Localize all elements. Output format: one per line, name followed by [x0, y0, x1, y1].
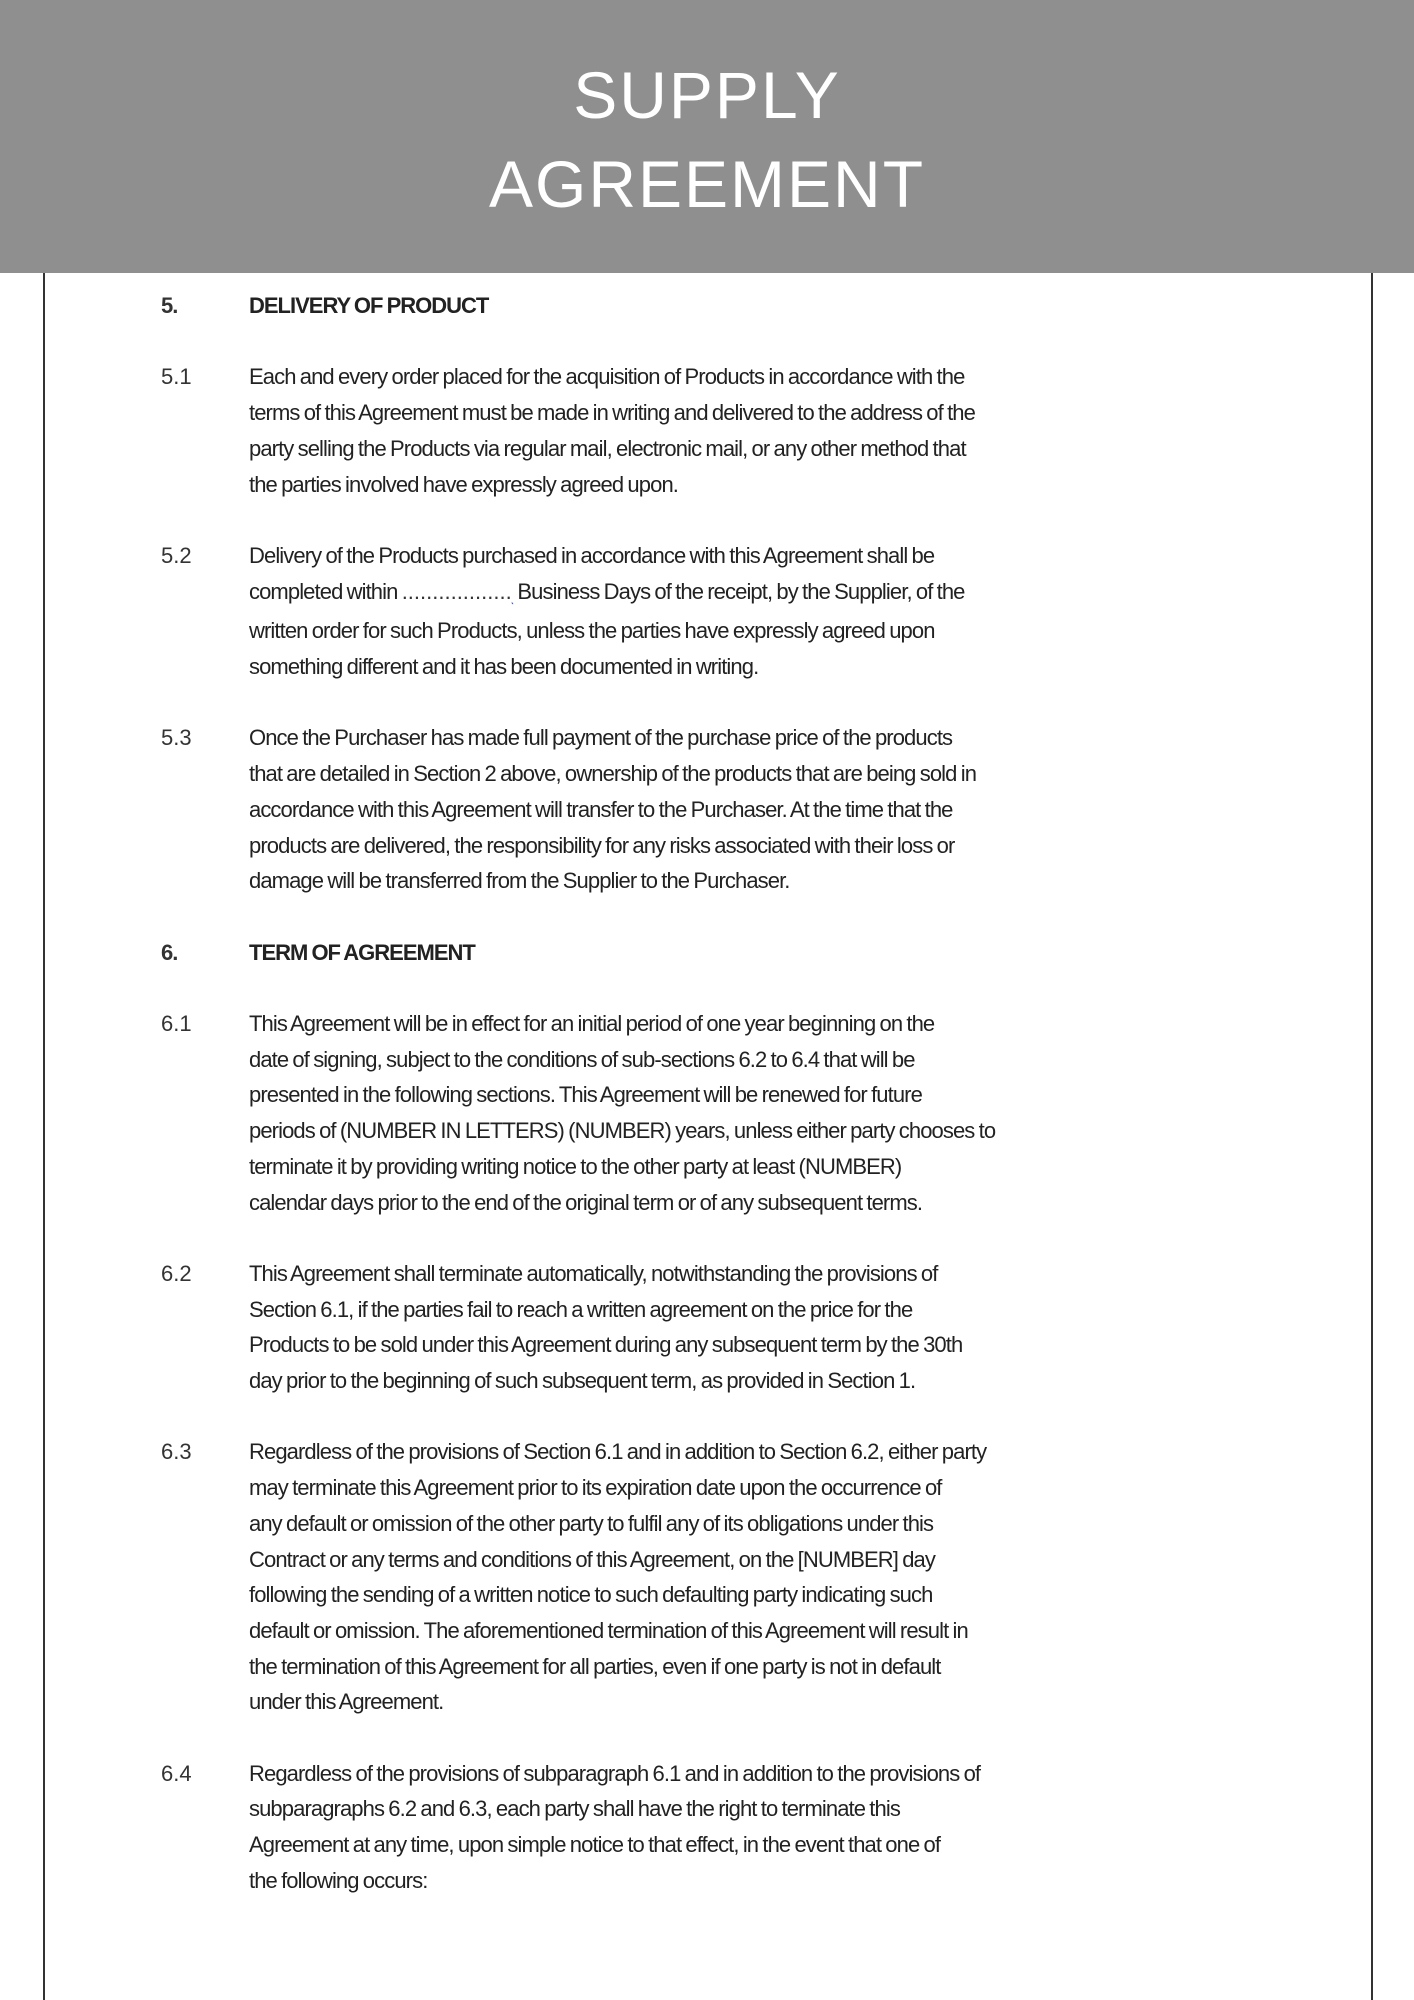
clause-text [249, 359, 1371, 502]
clause-text [249, 1006, 1371, 1220]
title-line-2: AGREEMENT [488, 147, 926, 221]
text-line: date of signing, subject to the conditions of sub-sections 6.2 to 6.4 that will be [249, 1046, 915, 1072]
text-line: Regardless of the provisions of Section 6.1 and in addition to Section 6.2, either party [249, 1439, 987, 1465]
clause-number: 6.1 [161, 1010, 192, 1036]
section-heading [45, 288, 1371, 324]
text-line: the termination of this Agreement for all parties, even if one party is not in default [249, 1653, 941, 1679]
document-content [45, 288, 1371, 1934]
clause-text [249, 1434, 1371, 1720]
clause [45, 359, 1371, 502]
text-line: that are detailed in Section 2 above, ownership of the products that are being sold in [249, 761, 977, 787]
text-fragment: completed within [249, 578, 398, 604]
text-line: Section 6.1, if the parties fail to reach a written agreement on the price for the [249, 1296, 913, 1322]
text-line: accordance with this Agreement will transfer to the Purchaser. At the time that the [249, 796, 953, 822]
document-page [43, 273, 1373, 2000]
text-line: calendar days prior to the end of the original term or of any subsequent terms. [249, 1189, 923, 1215]
text-line: Regardless of the provisions of subparagraph 6.1 and in addition to the provisions of [249, 1760, 981, 1786]
title-line-1: SUPPLY [573, 58, 841, 132]
clause-number: 5.1 [161, 364, 192, 390]
clause-number: 5.3 [161, 725, 192, 751]
text-line: products are delivered, the responsibility for any risks associated with their loss or [249, 832, 955, 858]
text-line: day prior to the beginning of such subsequent term, as provided in Section 1. [249, 1368, 916, 1393]
text-line: Each and every order placed for the acquisition of Products in accordance with the [249, 364, 965, 390]
text-line: under this Agreement. [249, 1689, 444, 1715]
clause-number: 6. [161, 939, 178, 965]
text-line: damage will be transferred from the Supplier to the Purchaser. [249, 868, 790, 894]
text-line: Once the Purchaser has made full payment of the purchase price of the products [249, 725, 953, 751]
text-line: periods of (NUMBER IN LETTERS) (NUMBER) years, unless either party chooses to [249, 1118, 996, 1144]
text-line: terms of this Agreement must be made in writing and delivered to the address of the [249, 400, 975, 426]
text-line: following the sending of a written notice to such defaulting party indicating such [249, 1582, 933, 1608]
clause [45, 720, 1371, 899]
fill-in-blank: .................. [401, 578, 512, 604]
clause-text [249, 720, 1371, 899]
text-line: the following occurs: [249, 1867, 428, 1893]
text-line: the parties involved have expressly agreed upon. [249, 471, 678, 497]
clause-number: 5.2 [161, 542, 192, 568]
heading-text [249, 288, 1371, 324]
text-line: Contract or any terms and conditions of this Agreement, on the [NUMBER] day [249, 1546, 935, 1572]
clause [45, 1006, 1371, 1220]
title-banner [0, 0, 1414, 273]
text-line: presented in the following sections. This Agreement will be renewed for future [249, 1082, 922, 1108]
clause-number: 6.2 [161, 1260, 192, 1286]
text-line: This Agreement will be in effect for an initial period of one year beginning on the [249, 1010, 935, 1036]
clause [45, 538, 1371, 685]
text-line-with-blank [249, 574, 1371, 614]
spellcheck-mark [512, 588, 513, 602]
text-line: This Agreement shall terminate automatically, notwithstanding the provisions of [249, 1260, 938, 1286]
text-line: terminate it by providing writing notice to the other party at least (NUMBER) [249, 1153, 902, 1179]
heading-label: TERM OF AGREEMENT [249, 939, 475, 965]
clause-text [249, 1756, 1371, 1899]
section-heading [45, 935, 1371, 971]
clause-number: 6.3 [161, 1439, 192, 1465]
clause-text [249, 538, 1371, 685]
clause [45, 1434, 1371, 1720]
text-line: party selling the Products via regular mail, electronic mail, or any other method that [249, 435, 966, 461]
clause [45, 1256, 1371, 1399]
text-line: written order for such Products, unless the parties have expressly agreed upon [249, 618, 935, 644]
clause-number: 5. [161, 293, 178, 318]
text-line: Delivery of the Products purchased in accordance with this Agreement shall be [249, 542, 935, 568]
clause [45, 1756, 1371, 1899]
text-fragment: Business Days of the receipt, by the Supplier, of the [517, 578, 965, 604]
text-line: Products to be sold under this Agreement during any subsequent term by the 30th [249, 1332, 963, 1358]
text-line: subparagraphs 6.2 and 6.3, each party shall have the right to terminate this [249, 1796, 900, 1822]
heading-text [249, 935, 1371, 971]
text-line: may terminate this Agreement prior to its expiration date upon the occurrence of [249, 1475, 942, 1501]
clause-text [249, 1256, 1371, 1399]
clause-number: 6.4 [161, 1760, 192, 1786]
text-line: Agreement at any time, upon simple notice to that effect, in the event that one of [249, 1832, 941, 1858]
text-line: default or omission. The aforementioned termination of this Agreement will result in [249, 1617, 968, 1643]
text-line: something different and it has been documented in writing. [249, 654, 759, 679]
text-line: any default or omission of the other party to fulfil any of its obligations under this [249, 1510, 934, 1536]
heading-label: DELIVERY OF PRODUCT [249, 293, 489, 318]
